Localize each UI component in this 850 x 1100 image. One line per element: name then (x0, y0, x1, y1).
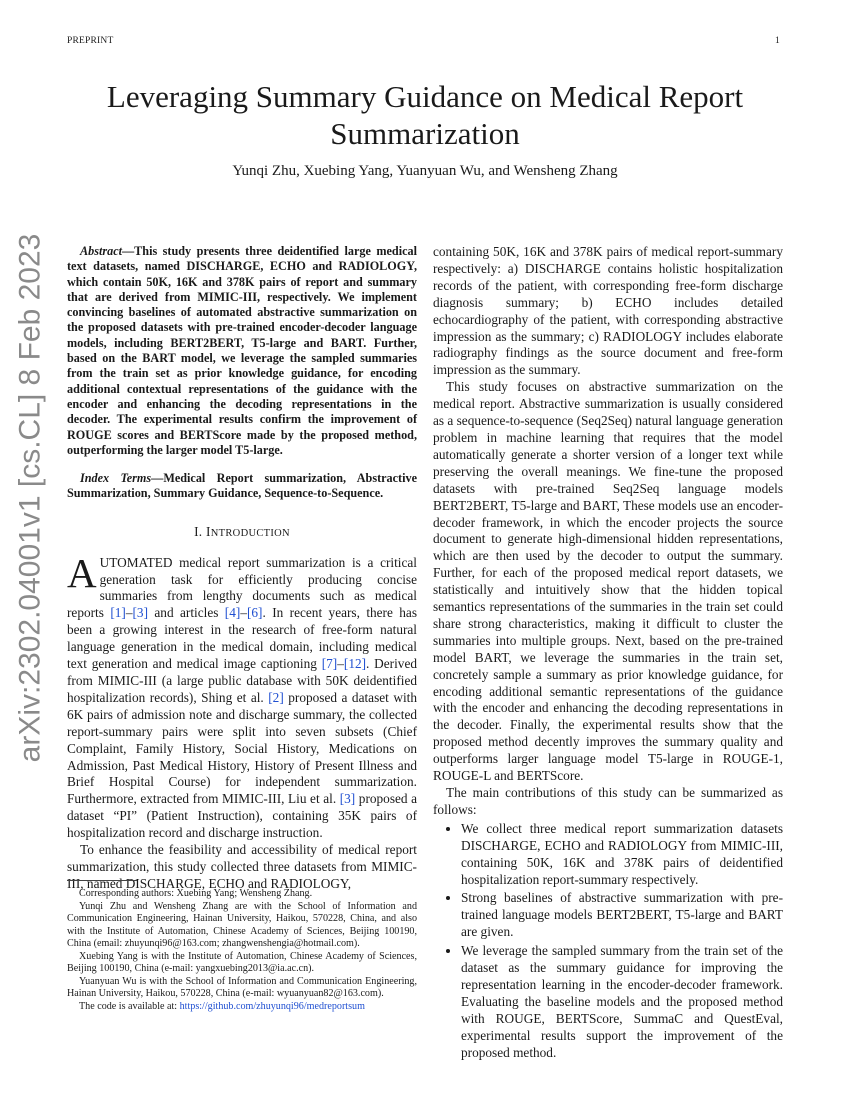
list-item: • We leverage the sampled summary from the train set of the dataset as the summary guidance for improving the representation learning in the encoder-decoder framework. Evaluating the baseline models and the proposed method with ROUGE, BERTScore, SummaC and QuestEval, experimental results support the improvement of the proposed method. (461, 943, 783, 1061)
abstract (67, 244, 417, 458)
footnote-affiliation-1: Yunqi Zhu and Wensheng Zhang are with the School of Information and Communication Engineering, Hainan University, Haikou, 570228, China, and also with the Institute of Automation, Chinese Academy of Sciences, Beijing 100190, China (email: zhuyunqi96@163.com; zhangwenshengia@hotmail.com). (67, 900, 417, 949)
section-heading-rest: NTRODUCTION (210, 527, 290, 539)
section-heading-introduction (67, 524, 417, 543)
footnote-rule (67, 880, 137, 881)
list-item: • We collect three medical report summarization datasets DISCHARGE, ECHO and RADIOLOGY from MIMIC-III, containing 50K, 16K and 378K pairs of deidentified hospitalization report-summary respectively. (461, 821, 783, 889)
intro-paragraph-2: To enhance the feasibility and accessibility of medical report summarization, this study collected three datasets from MIMIC-III, named DISCHARGE, ECHO and RADIOLOGY, (67, 842, 417, 891)
intro-paragraph-1 (67, 549, 418, 842)
footnote-code-text: The code is available at: (79, 1000, 180, 1012)
arxiv-stamp (5, 233, 55, 762)
citation-link[interactable]: [7] (321, 656, 338, 672)
page-number: 1 (775, 36, 780, 46)
footnote-affiliation-2: Xuebing Yang is with the Institute of Automation, Chinese Academy of Sciences, Beijing 100190, China (e-mail: yangxuebing2013@ia.ac.cn). (67, 950, 417, 974)
intro-paragraph-2-continued: containing 50K, 16K and 378K pairs of medical report-summary respectively: a) DISCHARGE contains holistic hospitalization records of the patient, with corresponding free-form discharge diagnosis summary; b) ECHO includes detailed echocardiography of the patient, with corresponding abstractive impression as the summary; c) RADIOLOGY includes elaborate radiography findings as the source document and free-form impression as the summary. (433, 244, 783, 378)
arxiv-stamp-text: arXiv:2302.04001v1 [cs.CL] 8 Feb 2023 (13, 233, 46, 762)
intro-p1-dash: – (125, 605, 133, 621)
index-terms (67, 471, 417, 502)
section-heading-initial: I (206, 523, 211, 539)
code-link[interactable]: https://github.com/zhuyunqi96/medreportsum (179, 1000, 365, 1012)
index-terms-label: Index Terms (80, 471, 152, 486)
drop-cap: A (67, 549, 97, 596)
footnote-code (67, 1001, 417, 1014)
section-numeral: I. (194, 523, 207, 539)
footnote-affiliation-3: Yuanyuan Wu is with the School of Information and Communication Engineering, Hainan University, Haikou, 570228, China (e-mail: wyuanyuan82@163.com). (67, 975, 417, 999)
citation-link[interactable]: [3] (339, 791, 356, 807)
citation-link[interactable]: [2] (268, 689, 284, 705)
intro-p1-text-h: proposed a dataset with 6K pairs of admission note and discharge summary, the collected report-summary pairs were split into seven subsets (Chief Complaint, Family History, Social History, Medications on Admission, Past Medical History, History of Present Illness and Brief Hospital Course) for independent summarization. Furthermore, extracted from MIMIC-III, Liu et al. (67, 689, 417, 807)
intro-paragraph-3: This study focuses on abstractive summarization on the medical report. Abstractive summarization is usually considered as a sequence-to-sequence (Seq2Seq) natural language generation problem in machine learning that requires that the model automatically generate a shorter version of a longer text while preserving the overall meanings. We fine-tune the proposed datasets with pre-trained Seq2Seq language models BERT2BERT, T5-large and BART, These models use an encoder-decoder framework, in which the encoder projects the source document to generate high-dimensional hidden representations, which are then used by the decoder to output the summary. Further, for each of the proposed medical report datasets, we statistically and intuitively show that the hidden topical semantics representations of the summaries in the train set could share strong characteristics, making it difficult to cluster the summaries into multiple groups. Next, based on the pre-trained model BART, we leverage the summaries in the train set, concretely sample a summary as prior knowledge guidance, for encoding additional semantic representations of the guidance with the encoder and enhancing the decoding representations in the decoder. Finally, the experimental results show that the proposed method decently improves the summary quality and outperforms larger language model T5-large in ROUGE-1, ROUGE-L and BERTScore. (433, 379, 783, 784)
intro-p1-text-g: . Derived from MIMIC-III (a large public database with 50K deidentified hospitalization records), Shing et al. (67, 656, 417, 705)
intro-p1-text-e: . In recent years, there has been a growing interest in the research of free-form natural language generation in the medical domain, including medical text generation and medical image captioning (67, 605, 418, 672)
intro-p1-text-a: UTOMATED medical report summarization is a critical generation task for efficiently producing concise summaries from lengthy documents such as medical reports (67, 554, 417, 621)
author-list: Yunqi Zhu, Xuebing Yang, Yuanyuan Wu, and Wensheng Zhang (232, 163, 618, 179)
citation-link[interactable]: [1] (110, 605, 126, 621)
abstract-text: —This study presents three deidentified large medical text datasets, named DISCHARGE, ECHO and RADIOLOGY, which contain 50K, 16K and 378K pairs of report and summary that are derived from MIMIC-III, respectively. We implement convincing baselines of automated abstractive summarization on the proposed datasets with pre-trained encoder-decoder language models, including BERT2BERT, T5-large and BART. Further, based on the BART model, we leverage the sampled summaries from the train set as prior knowledge guidance, for encoding additional contextual representations of the guidance with the encoder and enhancing the decoding representations in the decoder. The experimental results confirm the improvement of ROUGE scores and BERTScore made by the proposed method, outperforming the larger model T5-large. (67, 244, 417, 457)
index-terms-text: —Medical Report summarization, Abstractive Summarization, Summary Guidance, Sequence-to-Sequence. (67, 471, 417, 501)
footnotes (67, 888, 417, 1013)
intro-p1-dash: – (337, 656, 344, 672)
paper-title: Leveraging Summary Guidance on Medical Report Summarization (106, 79, 744, 151)
right-column (433, 244, 783, 1064)
intro-p1-text-c: and articles (148, 605, 225, 621)
footnote-corresponding: Corresponding authors: Xuebing Yang; Wensheng Zhang. (79, 888, 313, 899)
intro-p1-text-i: proposed a dataset “PI” (Patient Instruction), containing 35K pairs of hospitalization record and discharge instruction. (67, 791, 418, 841)
citation-link[interactable]: [3] (132, 605, 149, 621)
intro-p1-dash: – (240, 605, 247, 621)
citation-link[interactable]: [6] (246, 605, 263, 621)
abstract-label: Abstract (80, 244, 122, 258)
citation-link[interactable]: [4] (224, 605, 241, 621)
contributions-list (433, 821, 783, 1062)
intro-paragraph-4: The main contributions of this study can be summarized as follows: (433, 785, 783, 817)
left-column (67, 244, 417, 893)
citation-link[interactable]: [12] (343, 656, 367, 672)
list-item: • Strong baselines of abstractive summarization with pre-trained language models BERT2BERT, T5-large and BART are given. (461, 890, 783, 941)
running-header: PREPRINT (67, 36, 114, 46)
